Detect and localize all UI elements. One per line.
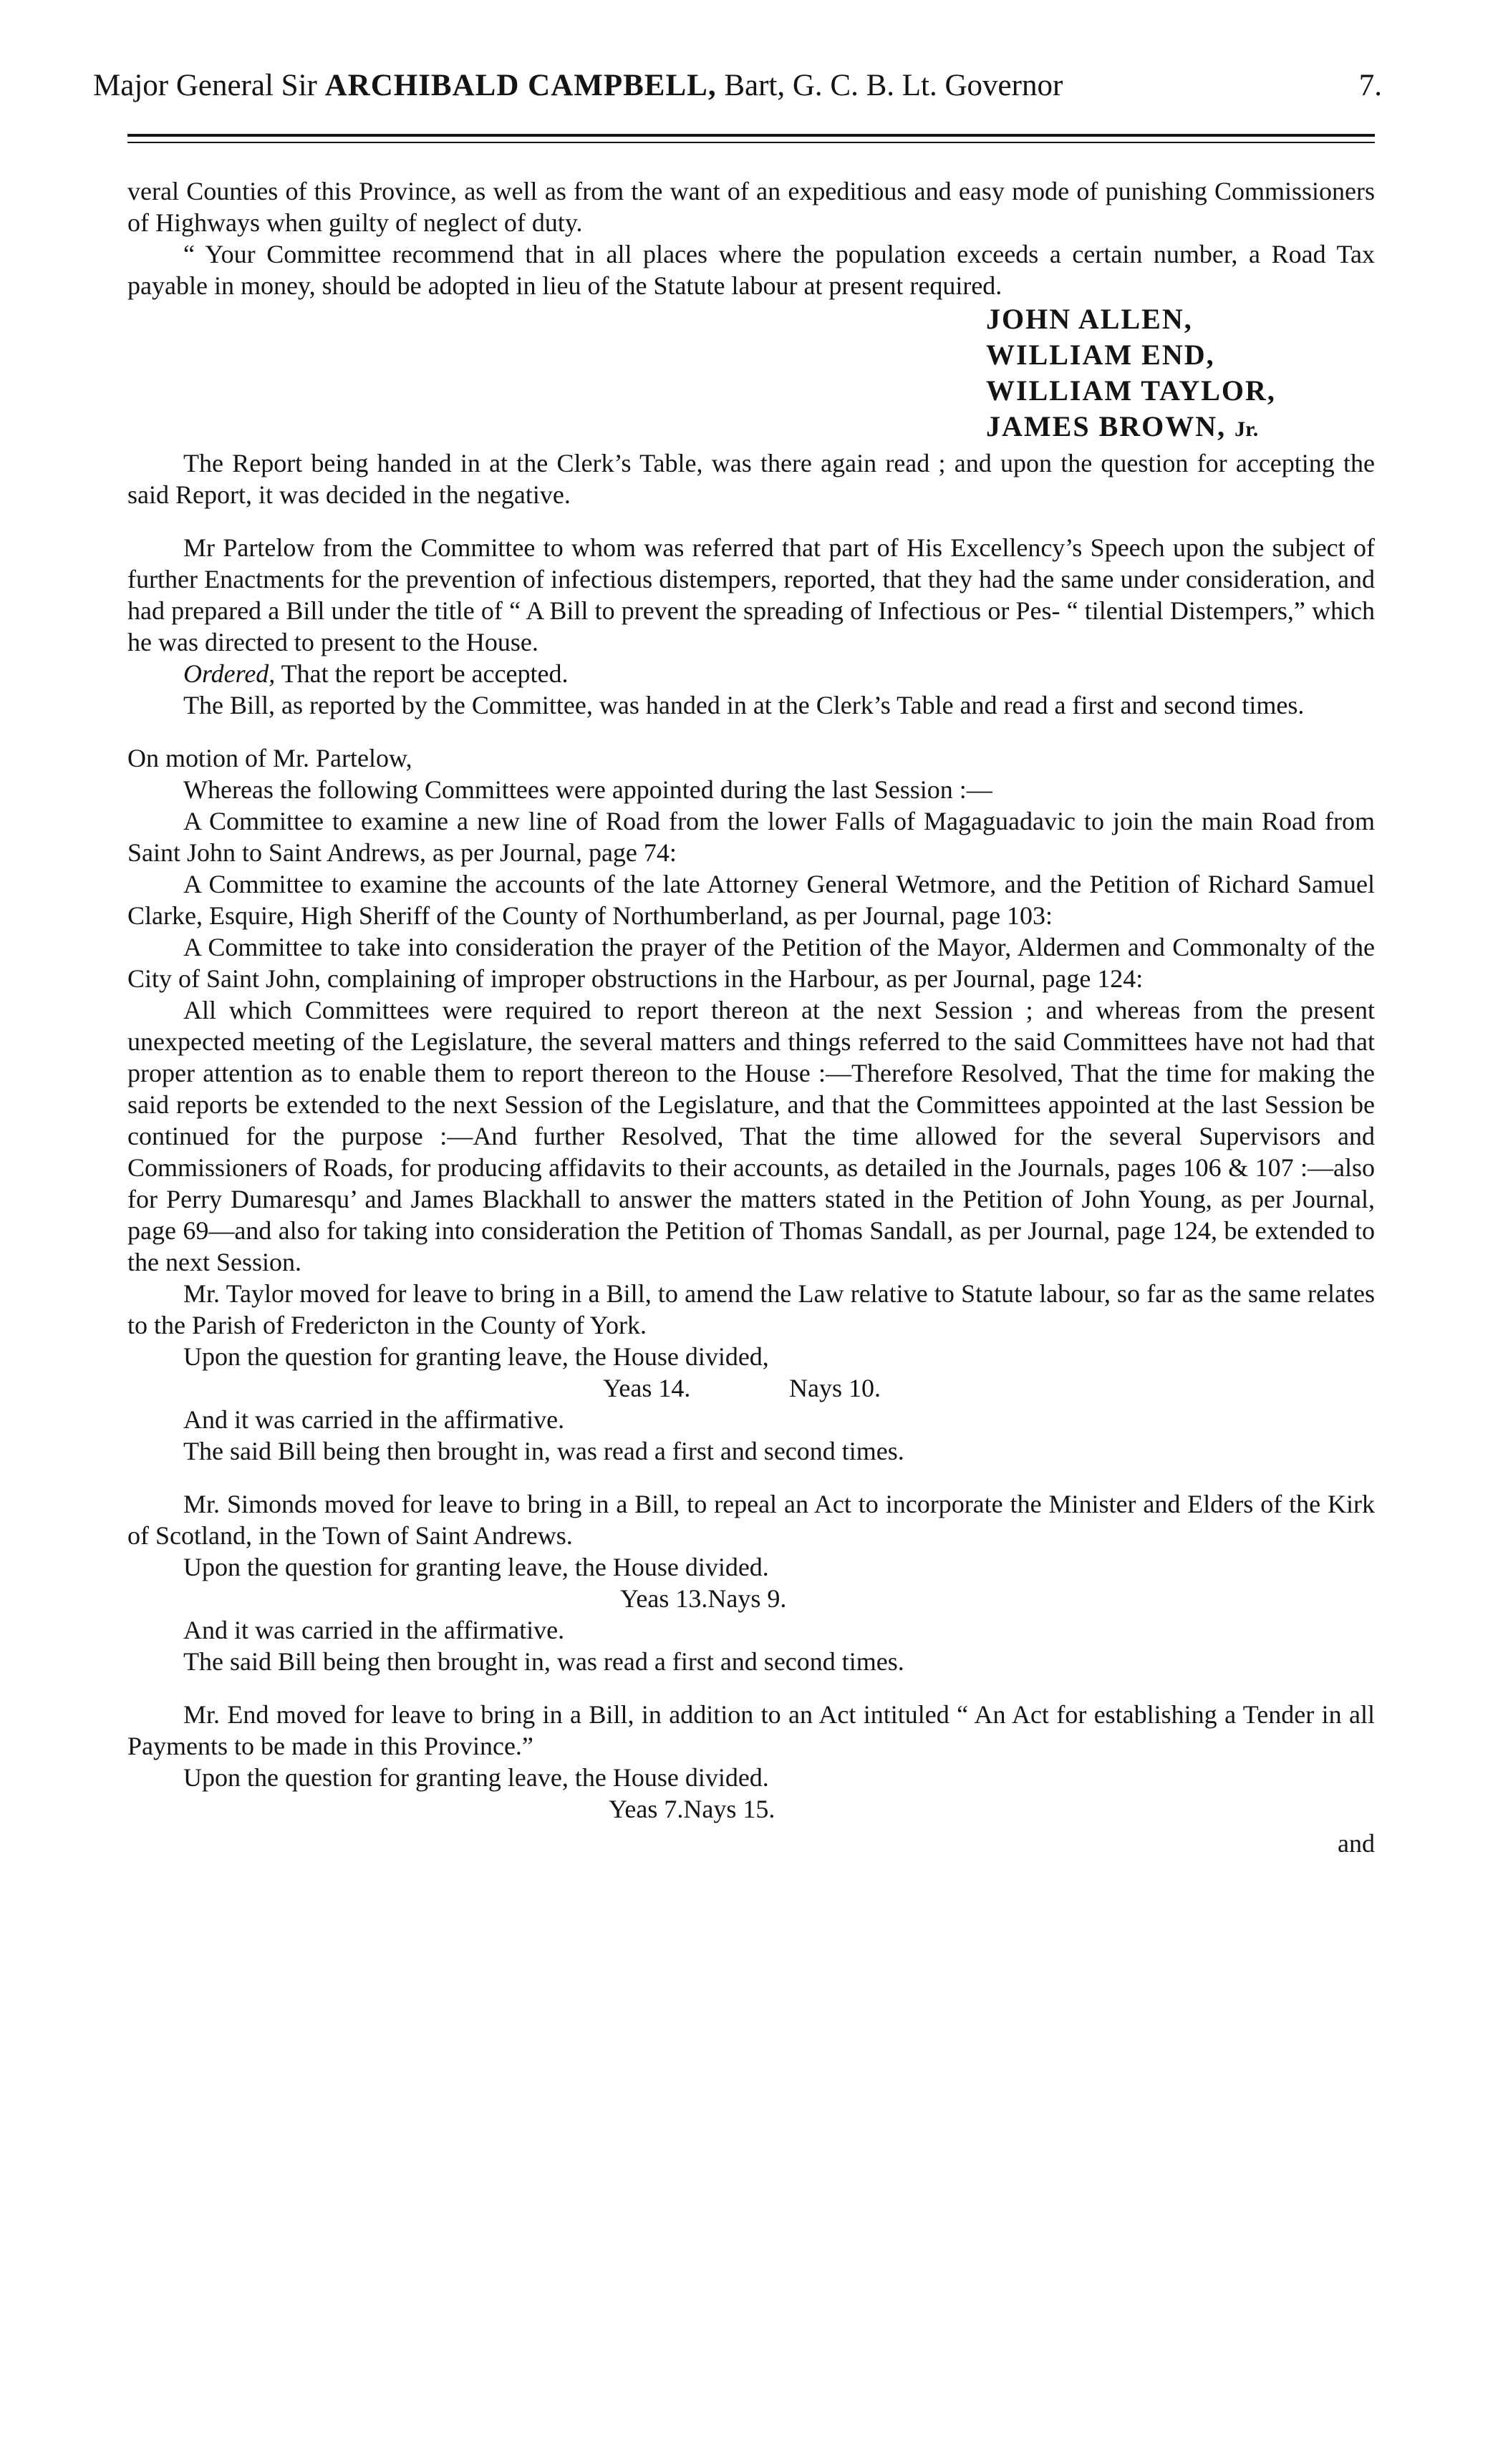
signatory-name: JAMES BROWN, (986, 410, 1227, 442)
ordered-label: Ordered, (183, 659, 276, 688)
resolution-paragraph: All which Committees were required to report thereon at the next Session ; and whereas from the present unexpected meeting of the Legislature, the several matters and things referred to the said Committees have not had that proper attention as to enable them to report thereon to the House :—Therefore Resolved, That the time for making the said reports be extended to the next Session of the Legislature, and that the Committees appointed at the last Session be continued for the purpose :—And further Resolved, That the time allowed for the several Supervisors and Commissioners of Roads, for producing affidavits to their accounts, as detailed in the Journals, pages 106 & 107 :—also for Perry Dumaresqu’ and James Blackhall to answer the matters stated in the Petition of John Young, as per Journal, page 69—and also for taking into consideration the Petition of Thomas Sandall, as per Journal, page 124, be extended to the next Session. (127, 996, 1375, 1276)
committee-item: A Committee to examine a new line of Road from the lower Falls of Magaguadavic to join the main Road from Saint John to Saint Andrews, as per Journal, page 74: (127, 807, 1375, 867)
signatory (986, 409, 1375, 447)
whereas-clause: Whereas the following Committees were appointed during the last Session :— (183, 775, 992, 804)
division-result: And it was carried in the affirmative. (183, 1405, 565, 1434)
yeas-count: Yeas 13. (620, 1584, 708, 1613)
report-continued-text: veral Counties of this Province, as well as from the want of an expeditious and easy mode of punishing Commissioners of Highways when guilty of neglect of duty. (127, 177, 1375, 237)
ordered-text: That the report be accepted. (275, 659, 569, 688)
page-number: 7. (1358, 69, 1382, 102)
division-tally (127, 1583, 1375, 1614)
taylor-motion: Mr. Taylor moved for leave to bring in a Bill, to amend the Law relative to Statute labour, so far as the same relates to the Parish of Fredericton in the County of York. (127, 1279, 1375, 1339)
yeas-count: Yeas 14. (603, 1374, 691, 1402)
signatory-block (986, 301, 1375, 447)
bill-reading: The said Bill being then brought in, was read a first and second times. (183, 1647, 904, 1676)
division-tally (127, 1793, 1375, 1825)
division-question: Upon the question for granting leave, the House divided, (183, 1342, 769, 1371)
signatory-suffix: Jr. (1234, 417, 1259, 441)
division-question: Upon the question for granting leave, the House divided. (183, 1553, 769, 1581)
committee-item: A Committee to examine the accounts of the late Attorney General Wetmore, and the Petition of Richard Samuel Clarke, Esquire, High Sheriff of the County of Northumberland, as per Journal, page 103: (127, 870, 1375, 930)
division-tally (127, 1372, 1375, 1404)
ordered-paragraph (127, 658, 1375, 689)
header-rule-thick (127, 134, 1375, 137)
signatory: JOHN ALLEN, (986, 303, 1193, 335)
partelow-report: Mr Partelow from the Committee to whom was referred that part of His Excellency’s Speech upon the subject of further Enactments for the prevention of infectious distempers, reported, that they had the same under consideration, and had prepared a Bill under the title of “ A Bill to prevent the spreading of Infectious or Pes- “ tilential Distempers,” which he was directed to present to the House. (127, 533, 1375, 656)
governor-name: ARCHIBALD CAMPBELL, (324, 69, 717, 102)
division-result: And it was carried in the affirmative. (183, 1616, 565, 1644)
simonds-motion: Mr. Simonds moved for leave to bring in a Bill, to repeal an Act to incorporate the Minister and Elders of the Kirk of Scotland, in the Town of Saint Andrews. (127, 1490, 1375, 1550)
header-prefix: Major General Sir (93, 69, 325, 102)
header-rule-thin (127, 142, 1375, 143)
motion-heading: On motion of Mr. Partelow, (127, 744, 412, 772)
running-header (93, 66, 1382, 106)
end-motion: Mr. End moved for leave to bring in a Bill, in addition to an Act intituled “ An Act for establishing a Tender in all Payments to be made in this Province.” (127, 1700, 1375, 1760)
nays-count: Nays 9. (707, 1584, 787, 1613)
bill-reading: The said Bill being then brought in, was read a first and second times. (183, 1437, 904, 1465)
signatory: WILLIAM TAYLOR, (986, 374, 1276, 407)
yeas-count: Yeas 7. (609, 1795, 684, 1823)
report-outcome: The Report being handed in at the Clerk’s Table, was there again read ; and upon the question for accepting the said Report, it was decided in the negative. (127, 449, 1375, 509)
committee-item: A Committee to take into consideration the prayer of the Petition of the Mayor, Aldermen and Commonalty of the City of Saint John, complaining of improper obstructions in the Harbour, as per Journal, page 124: (127, 933, 1375, 993)
report-recommendation: “ Your Committee recommend that in all places where the population exceeds a certain number, a Road Tax payable in money, should be adopted in lieu of the Statute labour at present required. (127, 240, 1375, 300)
header-suffix: Bart, G. C. B. Lt. Governor (716, 69, 1063, 102)
catchword: and (1338, 1829, 1375, 1858)
bill-reading: The Bill, as reported by the Committee, was handed in at the Clerk’s Table and read a first and second times. (183, 691, 1305, 719)
division-question: Upon the question for granting leave, the House divided. (183, 1763, 769, 1792)
page-body (127, 175, 1375, 1859)
nays-count: Nays 15. (683, 1795, 775, 1823)
signatory: WILLIAM END, (986, 339, 1215, 371)
nays-count: Nays 10. (789, 1374, 881, 1402)
